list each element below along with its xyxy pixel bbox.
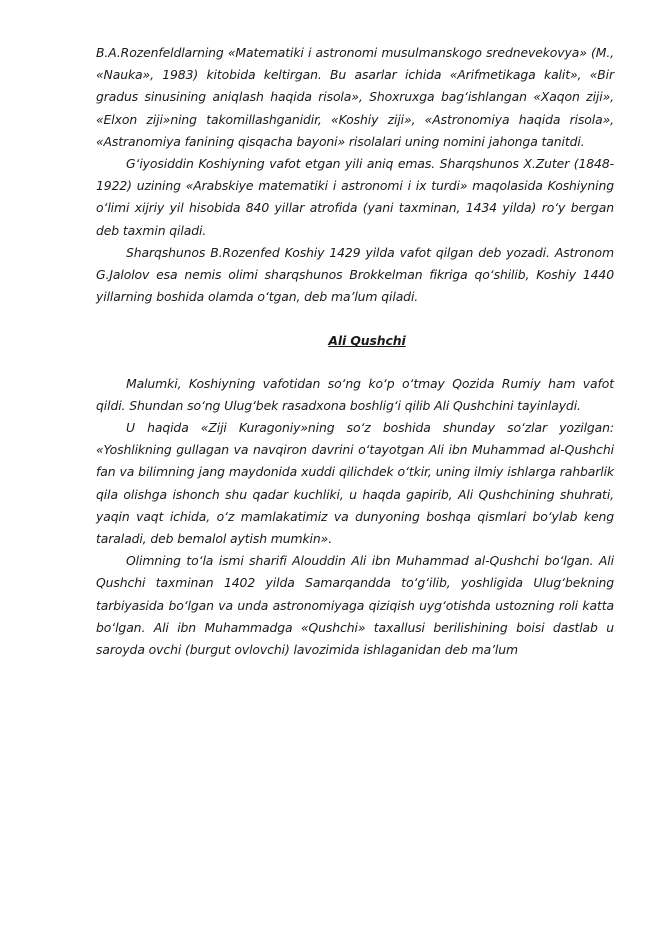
section-heading: Ali Qushchi: [328, 333, 406, 349]
paragraph-ali-qushchi-appointment: Malumki, Koshiyning vafotidan so‘ng ko‘p o‘tmay Qozida Rumiy ham vafot qildi. Shundan so‘ng Ulug‘bek rasadxona boshlig‘i qilib Ali Qushchini tayinlaydi.: [96, 375, 614, 413]
paragraph-ziji-kuragoniy-quote: U haqida «Ziji Kuragoniy»ning so‘z boshida shunday so‘zlar yozilgan: «Yoshlikning gullagan va navqiron davrini o‘tayotgan Ali ibn Muhammad al-Qushchi fan va bilimning jang maydonida xuddi qilichdek o‘tkir, uning ilmiy ishlarga rahbarlik qila olishga ishonch shu qadar kuchliki, u haqda gapirib, Ali Qushchining shuhrati, yaqin vaqt ichida, o‘z mamlakatimiz va dunyoning boshqa qismlari bo‘ylab keng taraladi, deb bemalol aytish mumkin».: [96, 420, 614, 547]
document-page: [96, 42, 614, 661]
paragraph-ali-qushchi-biography: Olimning to‘la ismi sharifi Alouddin Ali ibn Muhammad al-Qushchi bo‘lgan. Ali Qushchi taxminan 1402 yilda Samarqandda to‘g‘ilib, yoshligida Ulug‘bekning tarbiyasida bo‘lgan va unda astronomiyaga qiziqish uyg‘otishda ustozning roli katta bo‘lgan. Ali ibn Muhammadga «Qushchi» taxallusi berilishining boisi dastlab u saroyda ovchi (burgut ovlovchi) lavozimida ishlaganidan deb ma’lum: [96, 553, 614, 658]
paragraph-rozenfeld-works: B.A.Rozenfeldlarning «Matematiki i astronomi musulmanskogo srednevekovya» (M., «Nauka», 1983) kitobida keltirgan. Bu asarlar ichida «Arifmetikaga kalit», «Bir gradus sinusining aniqlash haqida risola», Shoxruxga bag‘ishlangan «Xaqon ziji», «Elxon ziji»ning takomillashganidir, «Koshiy ziji», «Astronomiya haqida risola», «Astranomiya fanining qisqacha bayoni» risolalari uning nomini jahonga tanitdi.: [96, 45, 614, 149]
paragraph-koshiy-death-zuter: G‘iyosiddin Koshiyning vafot etgan yili aniq emas. Sharqshunos X.Zuter (1848-1922) uzining «Arabskiye matematiki i astronomi i ix turdi» maqolasida Koshiyning o‘limi xijriy yil hisobida 840 yillar atrofida (yani taxminan, 1434 yilda) ro‘y bergan deb taxmin qiladi.: [96, 156, 614, 238]
paragraph-koshiy-death-rozenfeld: Sharqshunos B.Rozenfed Koshiy 1429 yilda vafot qilgan deb yozadi. Astronom G.Jalolov esa nemis olimi sharqshunos Brokkelman fikriga qo‘shilib, Koshiy 1440 yillarning boshida olamda o‘tgan, deb ma’lum qiladi.: [96, 244, 614, 305]
